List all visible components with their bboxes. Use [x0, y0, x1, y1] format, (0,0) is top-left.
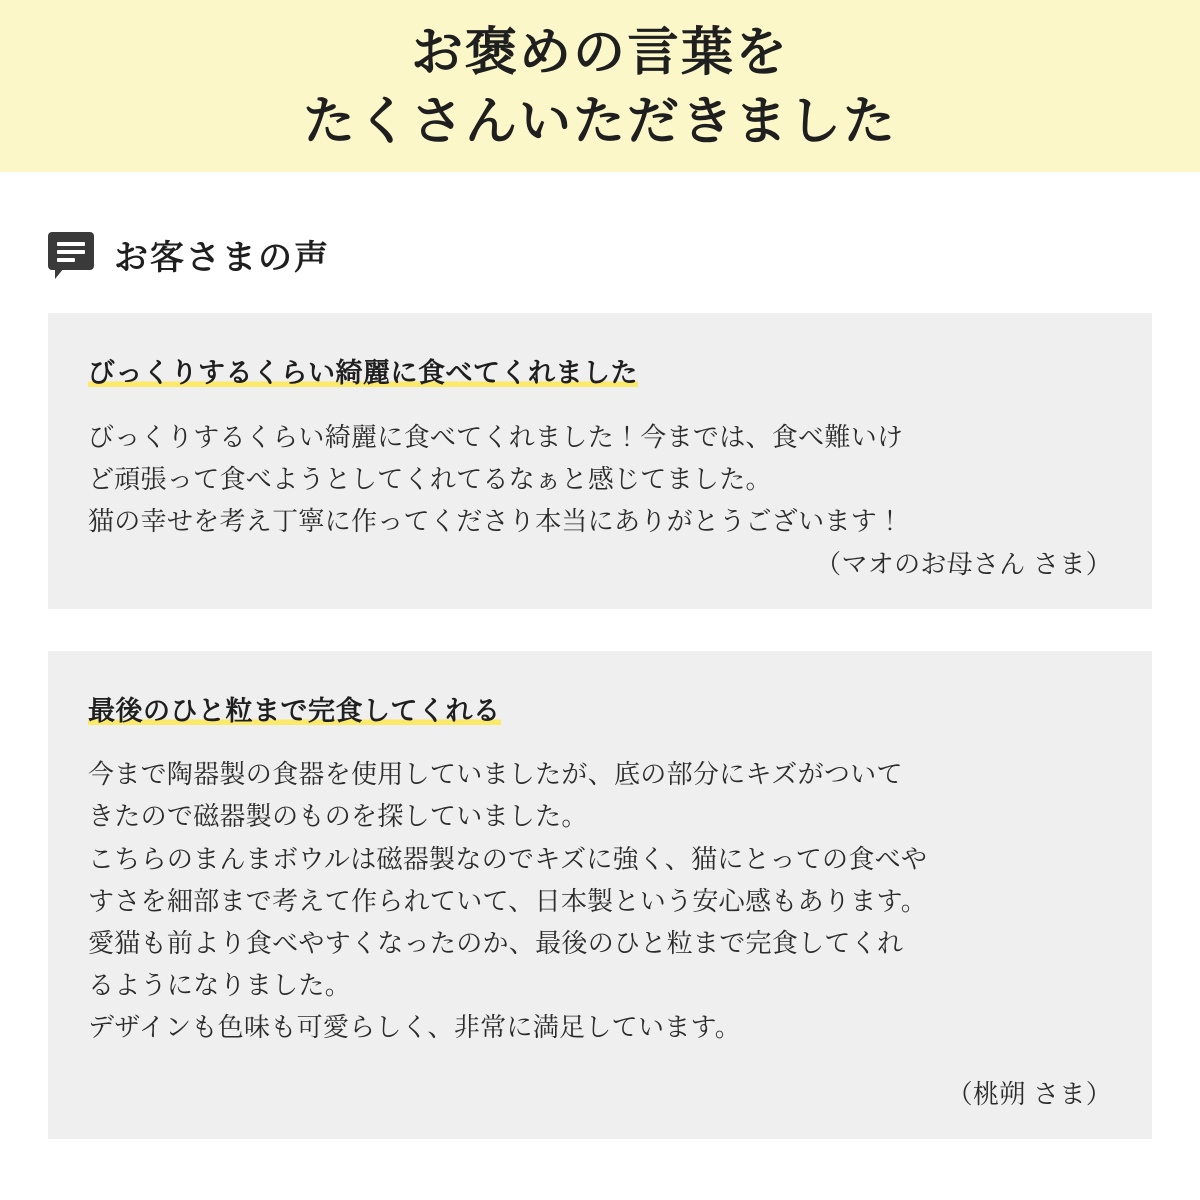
review-body-line: 愛猫も前より食べやすくなったのか、最後のひと粒まで完食してくれ	[88, 927, 904, 958]
review-body-2	[88, 753, 1112, 1048]
section-heading	[48, 230, 1200, 279]
banner-title-line-2: たくさんいただきました	[302, 93, 897, 151]
review-title-wrap-1	[88, 353, 1112, 394]
review-signature: （桃朔 さま）	[946, 1079, 1112, 1110]
review-body-line: こちらのまんまボウルは磁器製なのでキズに強く、猫にとっての食べや	[88, 843, 928, 874]
review-body-line: 猫の幸せを考え丁寧に作ってくださり本当にありがとうございます！	[88, 505, 904, 536]
review-body-line: すさを細部まで考えて作られていて、日本製という安心感もあります。	[88, 885, 928, 916]
section-title: お客さまの声	[114, 239, 330, 277]
header-banner	[0, 0, 1200, 172]
review-card-1	[48, 313, 1152, 609]
review-card-2	[48, 651, 1152, 1139]
review-body-line: デザインも色味も可愛らしく、非常に満足しています。	[88, 1011, 742, 1042]
review-title: びっくりするくらい綺麗に食べてくれました	[88, 358, 638, 388]
review-body-line: るようになりました。	[88, 969, 352, 1000]
review-signature: （マオのお母さん さま）	[815, 548, 1112, 579]
review-body-line: きたので磁器製のものを探していました。	[88, 801, 588, 832]
review-body-line: びっくりするくらい綺麗に食べてくれました！今までは、食べ難いけ	[88, 421, 904, 452]
banner-title-line-1: お褒めの言葉を	[410, 24, 789, 83]
review-body-line: ど頑張って食べようとしてくれてるなぁと感じてました。	[88, 463, 772, 494]
review-title: 最後のひと粒まで完食してくれる	[88, 695, 501, 726]
review-body-line: 今まで陶器製の食器を使用していましたが、底の部分にキズがついて	[88, 759, 903, 790]
review-title-wrap-2	[88, 691, 1112, 732]
review-body-1	[88, 416, 1112, 542]
speech-bubble-icon	[48, 232, 94, 278]
